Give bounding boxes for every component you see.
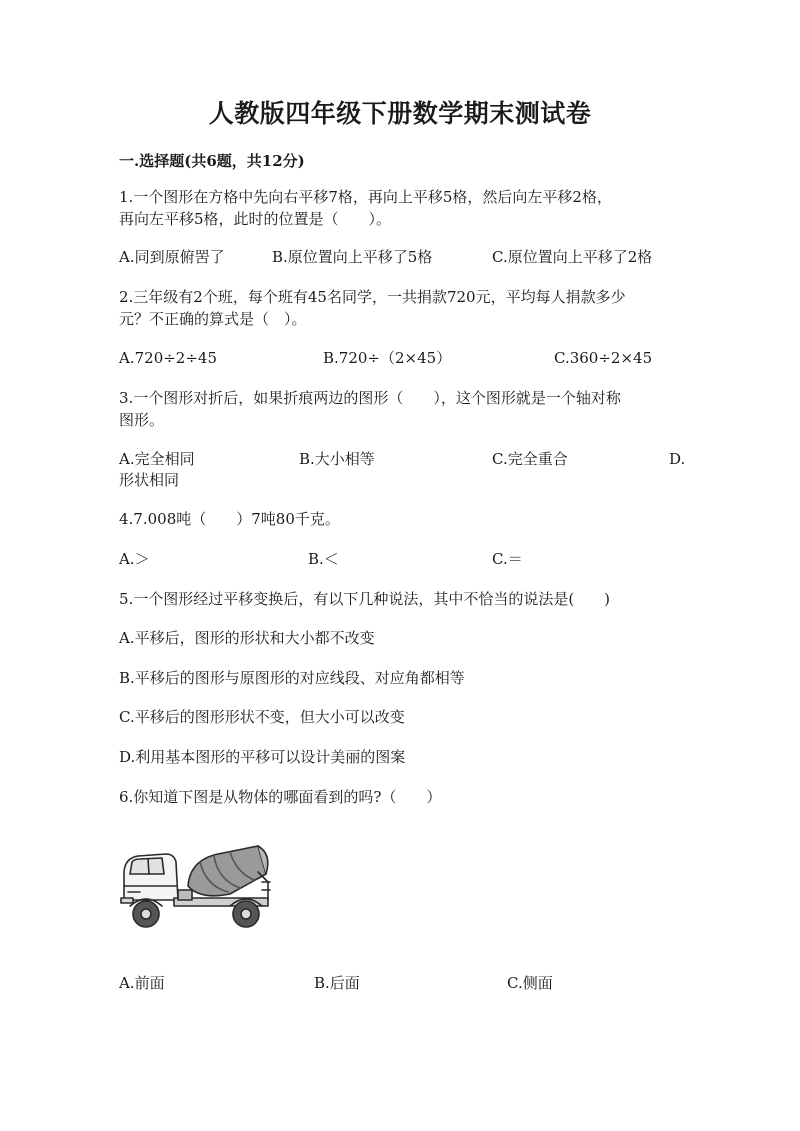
- question-5-stem: [119, 588, 689, 610]
- question-6-stem: [119, 786, 689, 808]
- question-3-stem: [119, 387, 689, 431]
- section-heading: 一.选择题(共6题，共12分): [119, 152, 305, 170]
- q6-option-c[interactable]: C.侧面: [507, 974, 553, 992]
- q3-option-d[interactable]: D.: [669, 450, 686, 468]
- question-line: 4.7.008吨（ ）7吨80千克。: [119, 510, 340, 528]
- question-2-stem: [119, 286, 689, 330]
- question-line: 6.你知道下图是从物体的哪面看到的吗?（ ）: [119, 788, 442, 806]
- question-line: 元？不正确的算式是（ ）。: [119, 310, 307, 328]
- q3-option-b[interactable]: B.大小相等: [299, 450, 375, 468]
- q4-option-c[interactable]: C.＝: [492, 550, 523, 568]
- q4-option-a[interactable]: A.＞: [119, 550, 150, 568]
- q5-option-a[interactable]: A.平移后，图形的形状和大小都不改变: [119, 629, 375, 647]
- q1-option-b[interactable]: B.原位置向上平移了5格: [272, 248, 433, 266]
- question-line: 再向左平移5格，此时的位置是（ ）。: [119, 210, 392, 228]
- q1-option-a[interactable]: A.同到原俯罟了: [119, 248, 225, 266]
- page-title: 人教版四年级下册数学期末测试卷: [208, 99, 592, 128]
- question-line: 图形。: [119, 411, 165, 429]
- q2-option-c[interactable]: C.360÷2×45: [554, 349, 653, 367]
- q5-option-b[interactable]: B.平移后的图形与原图形的对应线段、对应角都相等: [119, 669, 465, 687]
- question-line: 5.一个图形经过平移变换后，有以下几种说法，其中不恰当的说法是( ): [119, 590, 611, 608]
- q6-option-a[interactable]: A.前面: [119, 974, 165, 992]
- q2-option-a[interactable]: A.720÷2÷45: [119, 349, 217, 367]
- question-4-stem: [119, 508, 689, 530]
- q6-option-b[interactable]: B.后面: [314, 974, 360, 992]
- q2-option-b[interactable]: B.720÷（2×45）: [323, 349, 452, 367]
- question-1-stem: [119, 186, 689, 230]
- cement-mixer-truck-icon: [118, 842, 276, 932]
- question-line: 2.三年级有2个班，每个班有45名同学，一共捐款720元，平均每人捐款多少: [119, 288, 626, 306]
- question-line: 1.一个图形在方格中先向右平移7格，再向上平移5格，然后向左平移2格，: [119, 188, 612, 206]
- q5-option-c[interactable]: C.平移后的图形形状不变，但大小可以改变: [119, 708, 405, 726]
- q3-option-a[interactable]: A.完全相同: [119, 450, 195, 468]
- q4-option-b[interactable]: B.＜: [308, 550, 339, 568]
- q3-option-c[interactable]: C.完全重合: [492, 450, 568, 468]
- question-line: 3.一个图形对折后，如果折痕两边的图形（ ），这个图形就是一个轴对称: [119, 389, 621, 407]
- q1-option-c[interactable]: C.原位置向上平移了2格: [492, 248, 653, 266]
- q3-option-d-text[interactable]: 形状相同: [119, 471, 180, 489]
- q5-option-d[interactable]: D.利用基本图形的平移可以设计美丽的图案: [119, 748, 406, 766]
